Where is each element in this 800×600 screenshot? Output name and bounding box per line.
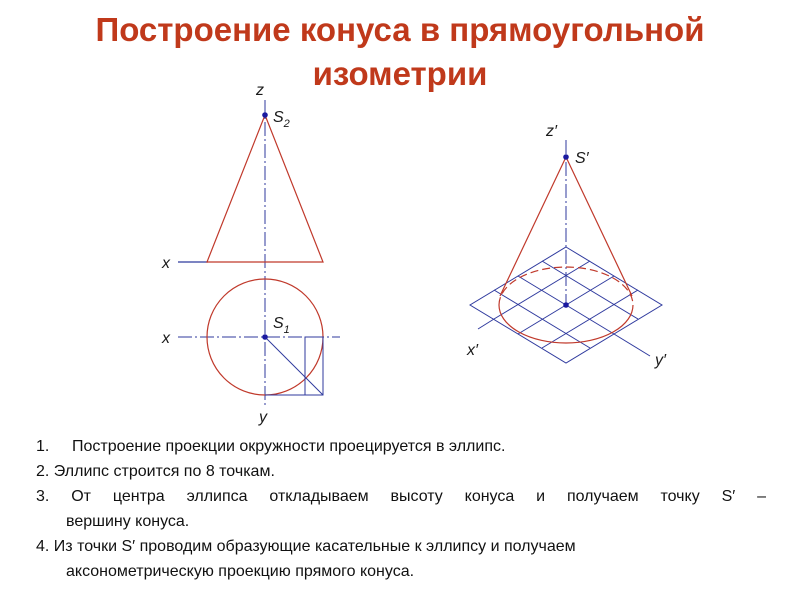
slide-title-line-1: Построение конуса в прямоугольной (95, 11, 705, 48)
label-y: y (259, 409, 267, 426)
step-4-text: Из точки S′ проводим образующие касательные к эллипсу и получаем (53, 538, 576, 555)
label-s1 (273, 315, 290, 336)
label-x-top: x (162, 330, 170, 347)
label-z: z (256, 82, 264, 99)
step-3-continuation: вершину конуса. (66, 513, 190, 530)
point-s2 (262, 112, 268, 118)
label-s2-sub: 2 (283, 118, 290, 130)
step-2-number: 2. (36, 463, 50, 480)
slide-title-line-2: изометрии (312, 55, 488, 92)
construction-steps (36, 434, 766, 584)
label-s2 (273, 109, 290, 130)
label-s2-main: S (273, 109, 284, 126)
step-1-number: 1. (36, 438, 50, 455)
label-s1-sub: 1 (283, 324, 290, 336)
label-z-prime: z′ (546, 123, 557, 140)
step-1 (36, 434, 766, 459)
step-2-text: Эллипс строится по 8 точкам. (53, 463, 275, 480)
step-2 (36, 459, 766, 484)
iso-generatrix-right (566, 157, 632, 296)
iso-generatrix-left (500, 157, 566, 296)
label-x-prime: x′ (467, 342, 478, 359)
step-4-continuation: аксонометрическую проекцию прямого конуса. (66, 563, 415, 580)
label-s1-main: S (273, 315, 284, 332)
point-s1 (262, 334, 268, 340)
step-3-number: 3. (36, 488, 50, 505)
construction-line-2 (265, 337, 323, 395)
step-4-number: 4. (36, 538, 50, 555)
label-y-prime: y′ (655, 352, 666, 369)
iso-y-axis (614, 334, 650, 356)
label-x-front: x (162, 255, 170, 272)
step-3 (36, 484, 766, 534)
iso-x-axis (478, 319, 494, 329)
iso-ellipse-front (499, 305, 633, 343)
step-1-text: Построение проекции окружности проецируется в эллипс. (72, 438, 506, 455)
point-s-prime (563, 154, 569, 160)
isometric-view (466, 123, 667, 369)
point-ellipse-center (563, 302, 569, 308)
label-s-prime: S′ (575, 150, 589, 167)
step-4 (36, 534, 766, 584)
step-3-text: От центра эллипса откладываем высоту конуса и получаем точку S′ – (71, 488, 766, 505)
orthographic-views (161, 82, 340, 426)
